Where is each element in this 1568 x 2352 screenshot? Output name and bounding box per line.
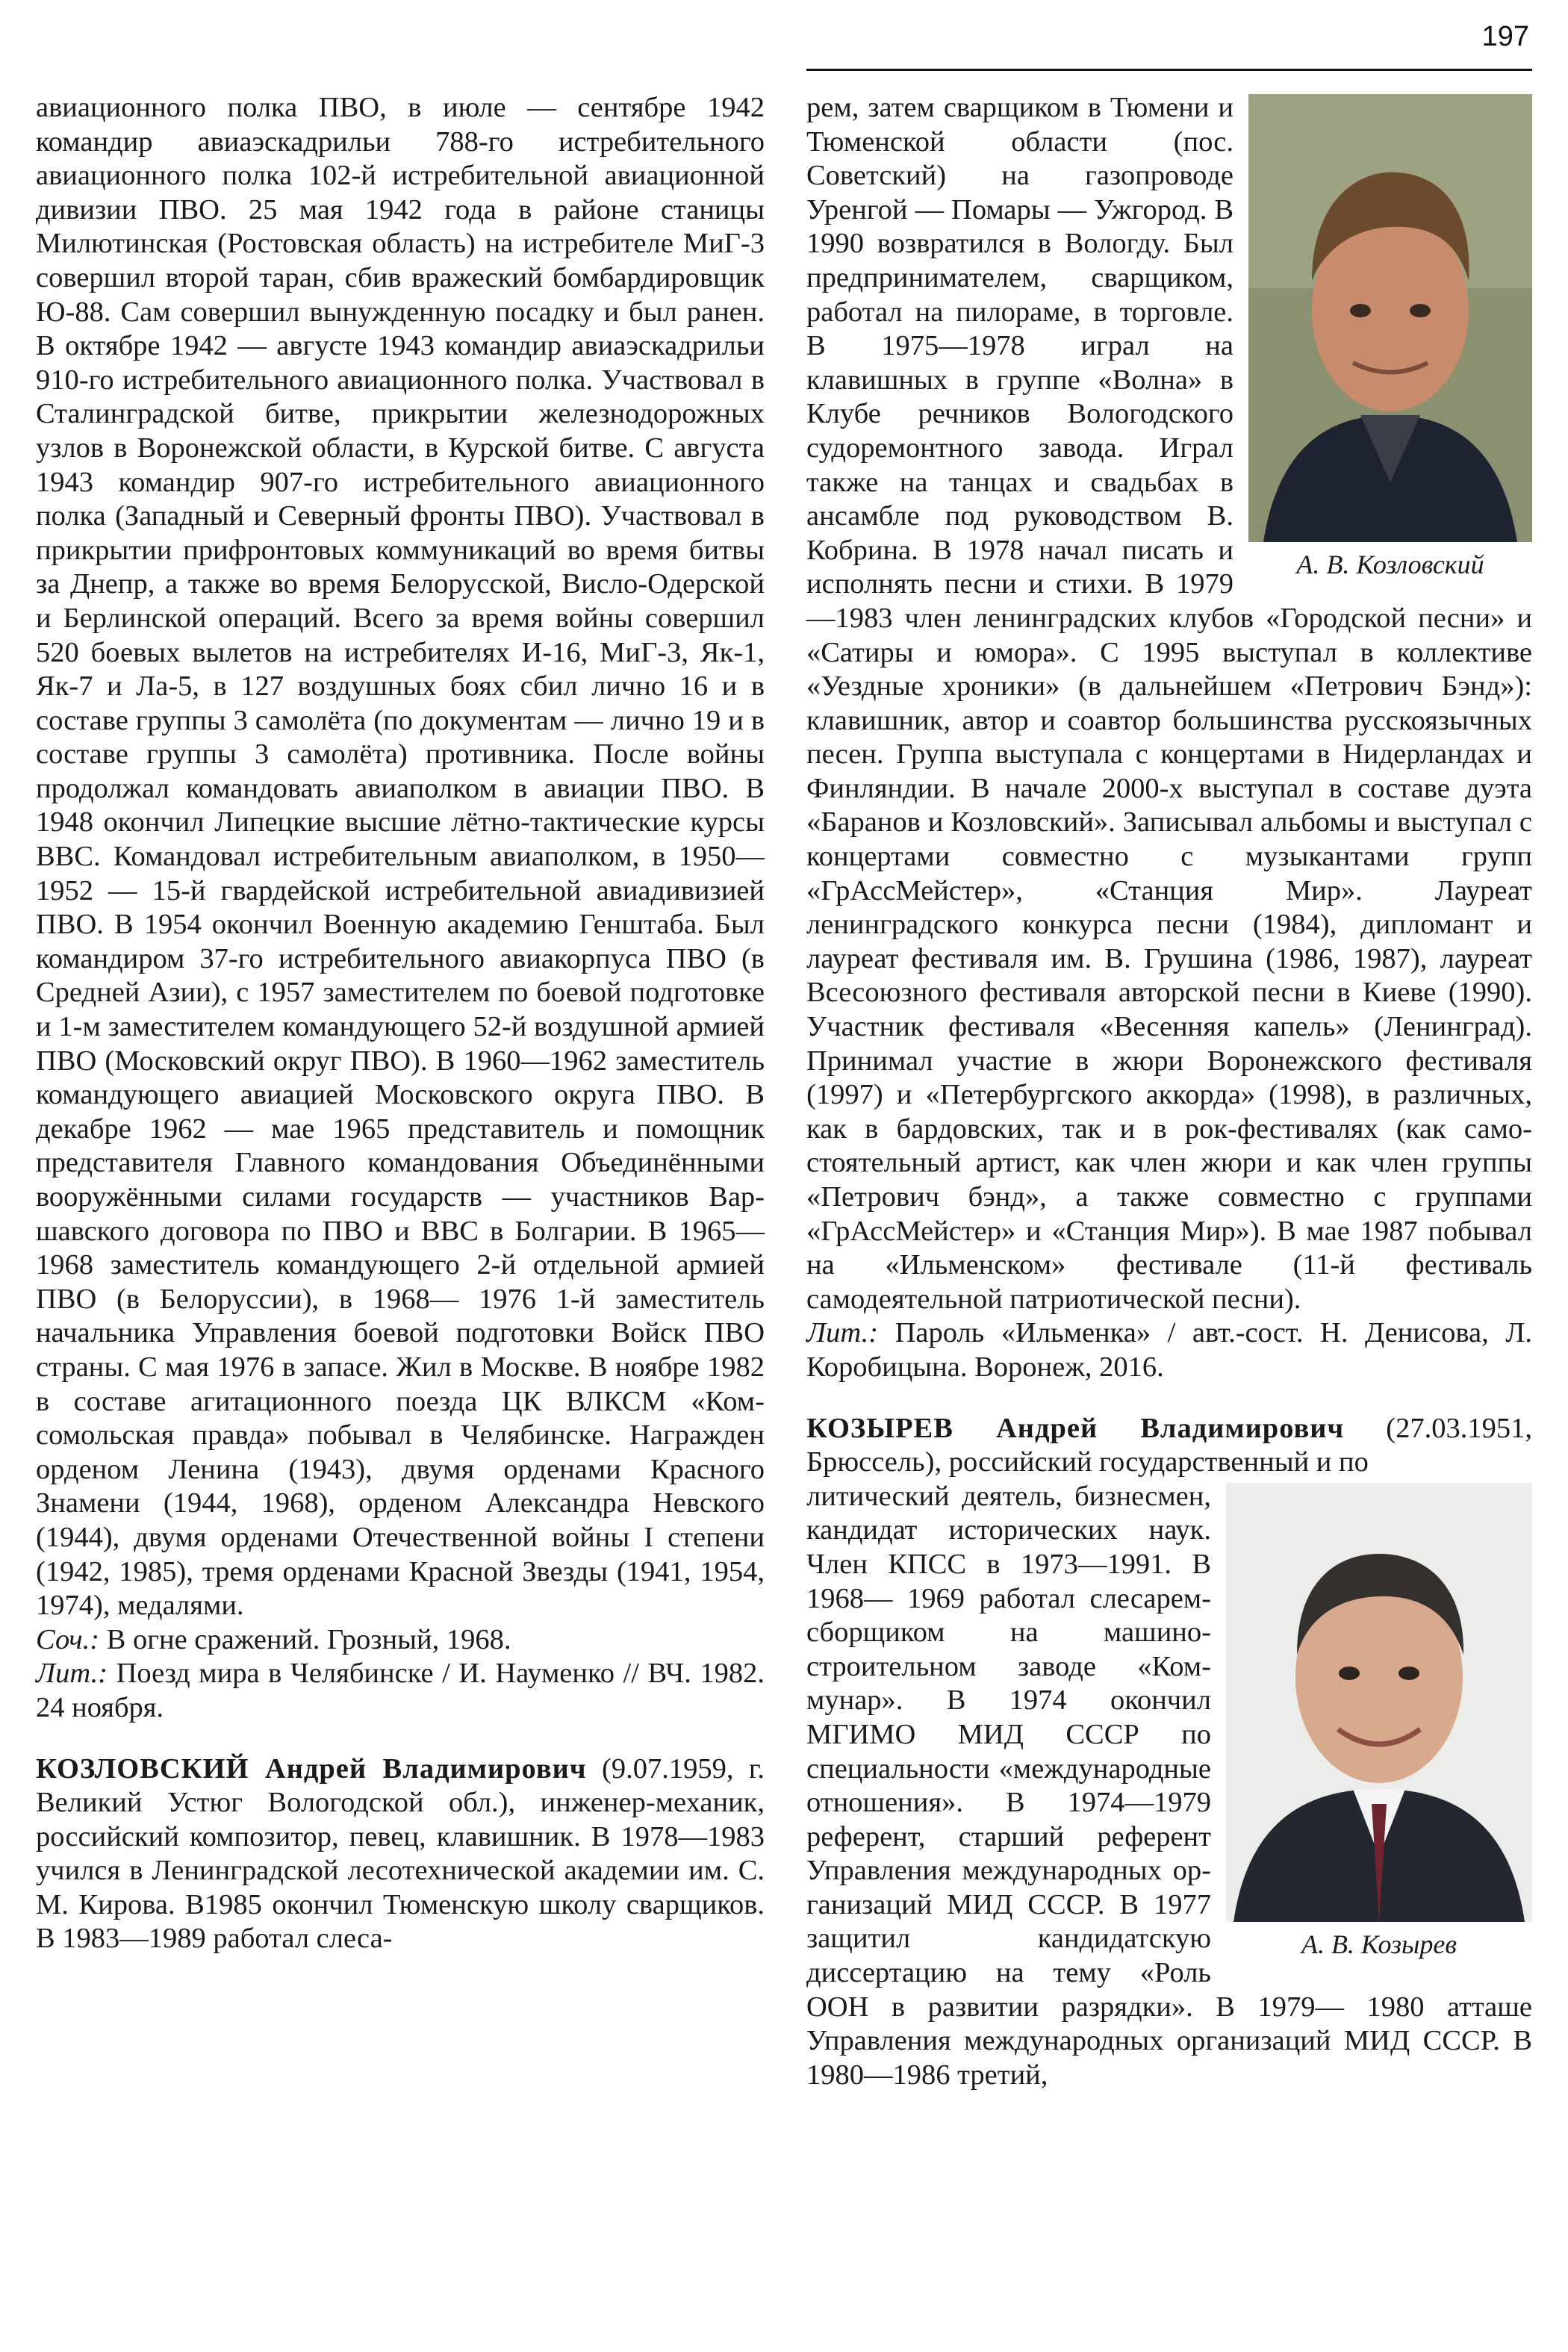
article-continuation: авиационного полка ПВО, в июле — сентябре 1942 командир авиаэскадрильи 788-го истребительного авиационного полка 102-й истребительной авиационной дивизии ПВО. 25 мая 1942 года в районе станицы Милютинская (Ростовская область) на истребителе МиГ-3 совершил второй таран, сбив вражеский бомбардировщик Ю-88. Сам совершил вынужденную посадку и был ранен. В октябре 1942 — августе 1943 командир авиаэскадрильи 910-го истребительного авиационного полка. Участвовал в Сталинградской битве, прикрытии железнодорожных узлов в Воронежской области, в Курской битве. С августа 1943 командир 907-го истребительного авиационного полка (Западный и Северный фронты ПВО). Участвовал в прикрытии прифронтовых коммуникаций во время битвы за Днепр, а также во время Белорусской, Висло-Одерской и Берлинской операций. Всего за время войны совершил 520 боевых вылетов на истребителях И-16, МиГ-3, Як-1, Як-7 и Ла-5, в 127 воздушных боях сбил лично 16 и в составе группы 3 самолёта (по документам — лично 19 и в составе группы 3 самолёта) противника. После войны продолжал командовать авиаполком в авиации ПВО. В 1948 окончил Липецкие высшие лётно-тактические курсы ВВС. Командовал истребительным авиаполком, в 1950—1952 — 15-й гвардейской истребительной авиадивизией ПВО. В 1954 окончил Военную академию Генштаба. Был командиром 37-го истребительного авиакорпуса ПВО (в Средней Азии), с 1957 заместителем по боевой подготовке и 1-м заместителем командующего 52-й воздушной армией ПВО (Московский округ ПВО). В 1960—1962 заместитель командующего авиацией Московского округа ПВО. В декабре 1962 — мае 1965 представитель и помощник представителя Главного командования Объединёнными вооружёнными силами государств — участников Варшавского договора по ПВО и ВВС в Болгарии. В 1965—1968 заместитель командующего 2-й отдельной армией ПВО (в Белоруссии), в 1968— 1976 1-й заместитель начальника Управления боевой подготовки Войск ПВО страны. С мая 1976 в запасе. Жил в Москве. В ноябре 1982 в составе агитационного поезда ЦК ВЛКСМ «Комсомольская правда» побывал в Челябинске. Награжден орденом Ленина (1943), двумя орденами Красного Знамени (1944, 1968), орденом Александра Невского (1944), двумя орденами Отечественной войны I степени (1942, 1985), тремя орденами Красной Звезды (1941, 1954, 1974), медалями. — [36, 92, 765, 1622]
entry-body: (9.07.1959, г. Великий Устюг Вологодской обл.), инженер-механик, российский композитор, певец, клавишник. В 1978—1983 учился в Ленинградской лесотехнической академии им. С. М. Кирова. В1985 окончил Тюменскую школу сварщиков. В 1983—1989 работал слеса- — [36, 1752, 765, 1955]
literature-text: Поезд мира в Челябинске / И. Науменко // ВЧ. 1982. 24 ноября. — [36, 1658, 765, 1723]
entry-body-start: (27.03.1951, Брюссель), российский государственный и по — [806, 1412, 1532, 1478]
right-column — [806, 91, 1532, 2092]
portrait-caption: А. В. Козырев — [1301, 1929, 1457, 1959]
entry-kozyrev — [806, 1412, 1532, 1480]
portrait-kozyrev-image — [1226, 1483, 1532, 1922]
entry-heading: КОЗЛОВСКИЙ Андрей Владимирович — [36, 1752, 587, 1785]
literature-reference — [806, 1316, 1532, 1384]
literature-reference — [36, 1657, 765, 1725]
entry-heading: КОЗЫРЕВ Андрей Владимирович — [806, 1412, 1345, 1444]
portrait-figure-kozyrev — [1226, 1483, 1532, 1961]
left-column — [36, 91, 765, 1956]
portrait-photo — [1248, 94, 1532, 542]
works-text: В огне сражений. Грозный, 1968. — [99, 1623, 511, 1655]
works-label: Соч.: — [36, 1623, 100, 1655]
works-reference — [36, 1623, 765, 1658]
portrait-kozlovsky-image — [1248, 94, 1532, 542]
header-rule — [806, 69, 1532, 71]
portrait-caption: А. В. Козловский — [1296, 550, 1484, 579]
entry-kozyrev-body: литический деятель, бизнесмен, кандидат исторических наук. Член КПСС в 1973—1991. В 1968— 1969 работал слесарем-сборщиком на машиностроительном заводе «Коммунар». В 1974 окончил МГИМО МИД СССР по специальности «международные отношения». В 1974—1979 референт, старший референт Управления международных организаций МИД СССР. В 1977 защитил кандидатскую диссертацию на тему «Роль ООН в развитии разрядки». В 1979— 1980 атташе Управления международных организаций МИД СССР. В 1980—1986 третий, — [806, 1480, 1532, 2091]
literature-label: Лит.: — [806, 1317, 879, 1349]
portrait-figure-kozlovsky — [1248, 94, 1532, 581]
entry-kozlovsky-continuation: рем, затем сварщиком в Тюмени и Тюменской области (пос. Советский) на газопроводе Уренгой — Помары — Ужгород. В 1990 возвратился в Вологду. Был предпринимателем, сварщиком, работал на пилораме, в торговле. В 1975—1978 играл на клавишных в группе «Волна» в Клубе речников Вологодского судоремонтного завода. Играл также на танцах и свадьбах в ансамбле под руководством В. Кобрина. В 1978 начал писать и исполнять песни и стихи. В 1979—1983 член ленинградских клубов «Городской песни» и «Сатиры и юмора». С 1995 выступал в коллективе «Уездные хроники» (в дальнейшем «Петрович Бэнд»): клавишник, автор и соавтор большинства русскоязычных песен. Группа выступала с концертами в Нидерландах и Финляндии. В начале 2000-х выступал в составе дуэта «Баранов и Козловский». Записывал альбомы и выступал с концертами совместно с музыкантами групп «ГрАссМейстер», «Станция Мир». Лауреат ленинградского конкурса песни (1984), дипломант и лауреат фестиваля им. В. Грушина (1986, 1987), лауреат Всесоюзного фестиваля авторской песни в Киеве (1990). Участник фестиваля «Весенняя капель» (Ленинград). Принимал участие в жюри Воронежского фестиваля (1997) и «Петербургского аккорда» (1998), в различных, как в бардовских, так и в рок-фестивалях (как самостоятельный артист, как член жюри и как член группы «Петрович бэнд», а также совместно с группами «ГрАссМейстер» и «Станция Мир»). В мае 1987 побывал на «Ильменском» фестивале (11-й фестиваль самодеятельной патриотической песни). — [806, 92, 1532, 1315]
entry-kozlovsky — [36, 1752, 765, 1957]
page-number: 197 — [1481, 21, 1529, 52]
literature-label: Лит.: — [36, 1658, 108, 1690]
literature-text: Пароль «Ильменка» / авт.-сост. Н. Денисова, Л. Коробицына. Воронеж, 2016. — [806, 1317, 1532, 1383]
portrait-photo — [1226, 1483, 1532, 1922]
